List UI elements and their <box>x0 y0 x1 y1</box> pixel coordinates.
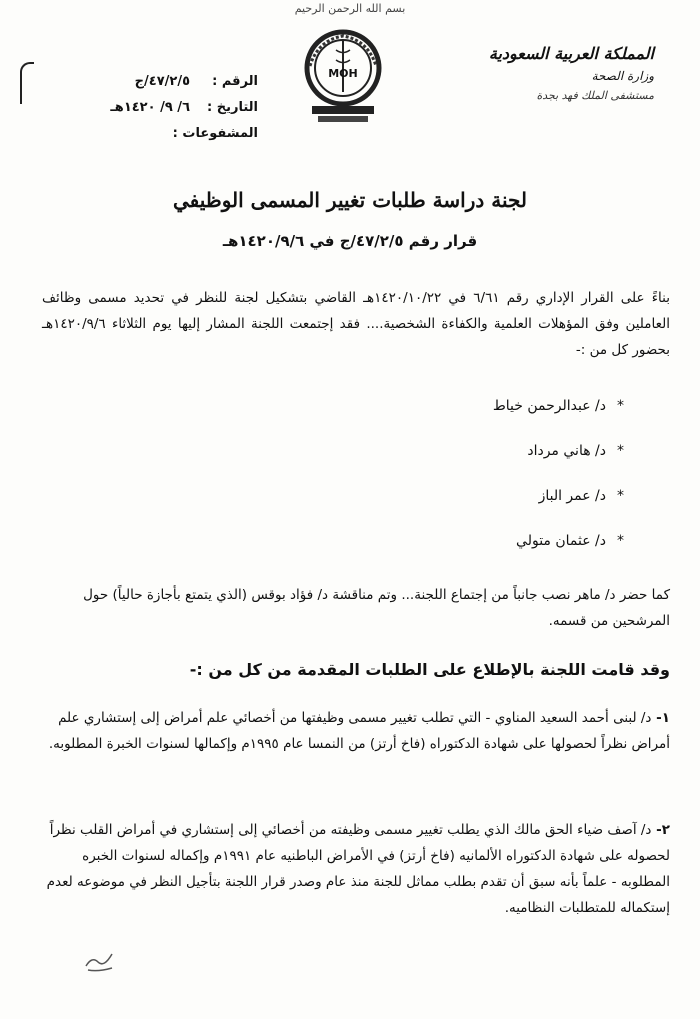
decision-number: قرار رقم ٤٧/٢/٥/ج في ١٤٢٠/٩/٦هـ <box>222 232 478 250</box>
item-number: ٢- <box>651 822 670 838</box>
moh-logo <box>298 26 388 130</box>
member-item <box>324 443 624 488</box>
members-list <box>324 398 624 578</box>
hospital-name: مستشفى الملك فهد بجدة <box>536 89 654 102</box>
member-item <box>324 398 624 443</box>
item-number: ١- <box>651 710 670 726</box>
attachments-row <box>48 120 258 146</box>
member-name: د/ عمر الباز <box>538 488 606 504</box>
kingdom-name: المملكة العربية السعودية <box>488 44 654 63</box>
item-text: د/ لبنى أحمد السعيد المناوي - التي تطلب تغيير مسمى وظيفتها من أخصائي علم أمراض إلى إستشاري علم أمراض نظراً لحصولها على شهادة الدكتوراه (فاخ أرتز) من النمسا عام ١٩٩٥م وإكمالها لسنوات الخبرة المطلوبه. <box>48 710 670 752</box>
bullet-star-icon: * <box>617 488 624 504</box>
date-value: ٦/ ٩/ ١٤٢٠هـ <box>110 99 190 115</box>
ministry-name: وزارة الصحة <box>591 69 654 83</box>
attachments-label: المشفوعات : <box>172 125 258 141</box>
requests-heading: وقد قامت اللجنة بالإطلاع على الطلبات المقدمة من كل من :- <box>189 660 670 679</box>
date-row <box>48 94 258 120</box>
number-label: الرقم : <box>212 73 258 89</box>
reference-number-row <box>48 68 258 94</box>
member-name: د/ هاني مرداد <box>527 443 606 459</box>
date-label: التاريخ : <box>207 99 258 115</box>
number-value: ٤٧/٢/٥/ج <box>134 73 190 89</box>
letterhead-left <box>48 68 258 146</box>
letterhead-right <box>454 44 654 102</box>
basmala: بسم الله الرحمن الرحيم <box>294 2 406 15</box>
paragraph-attendance: كما حضر د/ ماهر نصب جانباً من إجتماع اللجنة... وتم مناقشة د/ فؤاد بوقس (الذي يتمتع بأجازة حالياً) حول المرشحين من قسمه. <box>83 587 670 629</box>
bullet-star-icon: * <box>617 398 624 414</box>
request-item <box>42 817 670 921</box>
committee-title: لجنة دراسة طلبات تغيير المسمى الوظيفي <box>172 188 527 212</box>
handwritten-mark-icon <box>82 948 118 974</box>
bullet-star-icon: * <box>617 533 624 549</box>
member-item <box>324 488 624 533</box>
item-text: د/ آصف ضياء الحق مالك الذي يطلب تغيير مسمى وظيفته من أخصائي إلى إستشاري في أمراض القلب نظراً لحصوله على شهادة الدكتوراه الألمانيه (فاخ أرتز) في الأمراض الباطنيه عام ١٩٩١م وإكماله لسنوات الخبره المطلوبه - علماً بأنه سبق أن تقدم بطلب مماثل للجنة منذ عام وصدر قرار اللجنة بتأجيل النظر في موضوعه لعدم إستكماله للمتطلبات النظاميه. <box>46 822 670 916</box>
request-item <box>42 705 670 757</box>
member-name: د/ عثمان متولي <box>516 533 606 549</box>
paragraph-intro: بناءً على القرار الإداري رقم ٦/٦١ في ١٤٢٠/١٠/٢٢هـ القاضي بتشكيل لجنة للنظر في تحديد مسمى وظائف العاملين وفق المؤهلات العلمية والكفاءة الشخصية.... فقد إجتمعت اللجنة المشار إليها يوم الثلاثاء ١٤٢٠/٩/٦هـ بحضور كل من :- <box>42 290 670 358</box>
corner-bracket <box>20 62 34 104</box>
logo-text: MOH <box>328 67 358 80</box>
bullet-star-icon: * <box>617 443 624 459</box>
member-item <box>324 533 624 578</box>
member-name: د/ عبدالرحمن خياط <box>492 398 606 414</box>
